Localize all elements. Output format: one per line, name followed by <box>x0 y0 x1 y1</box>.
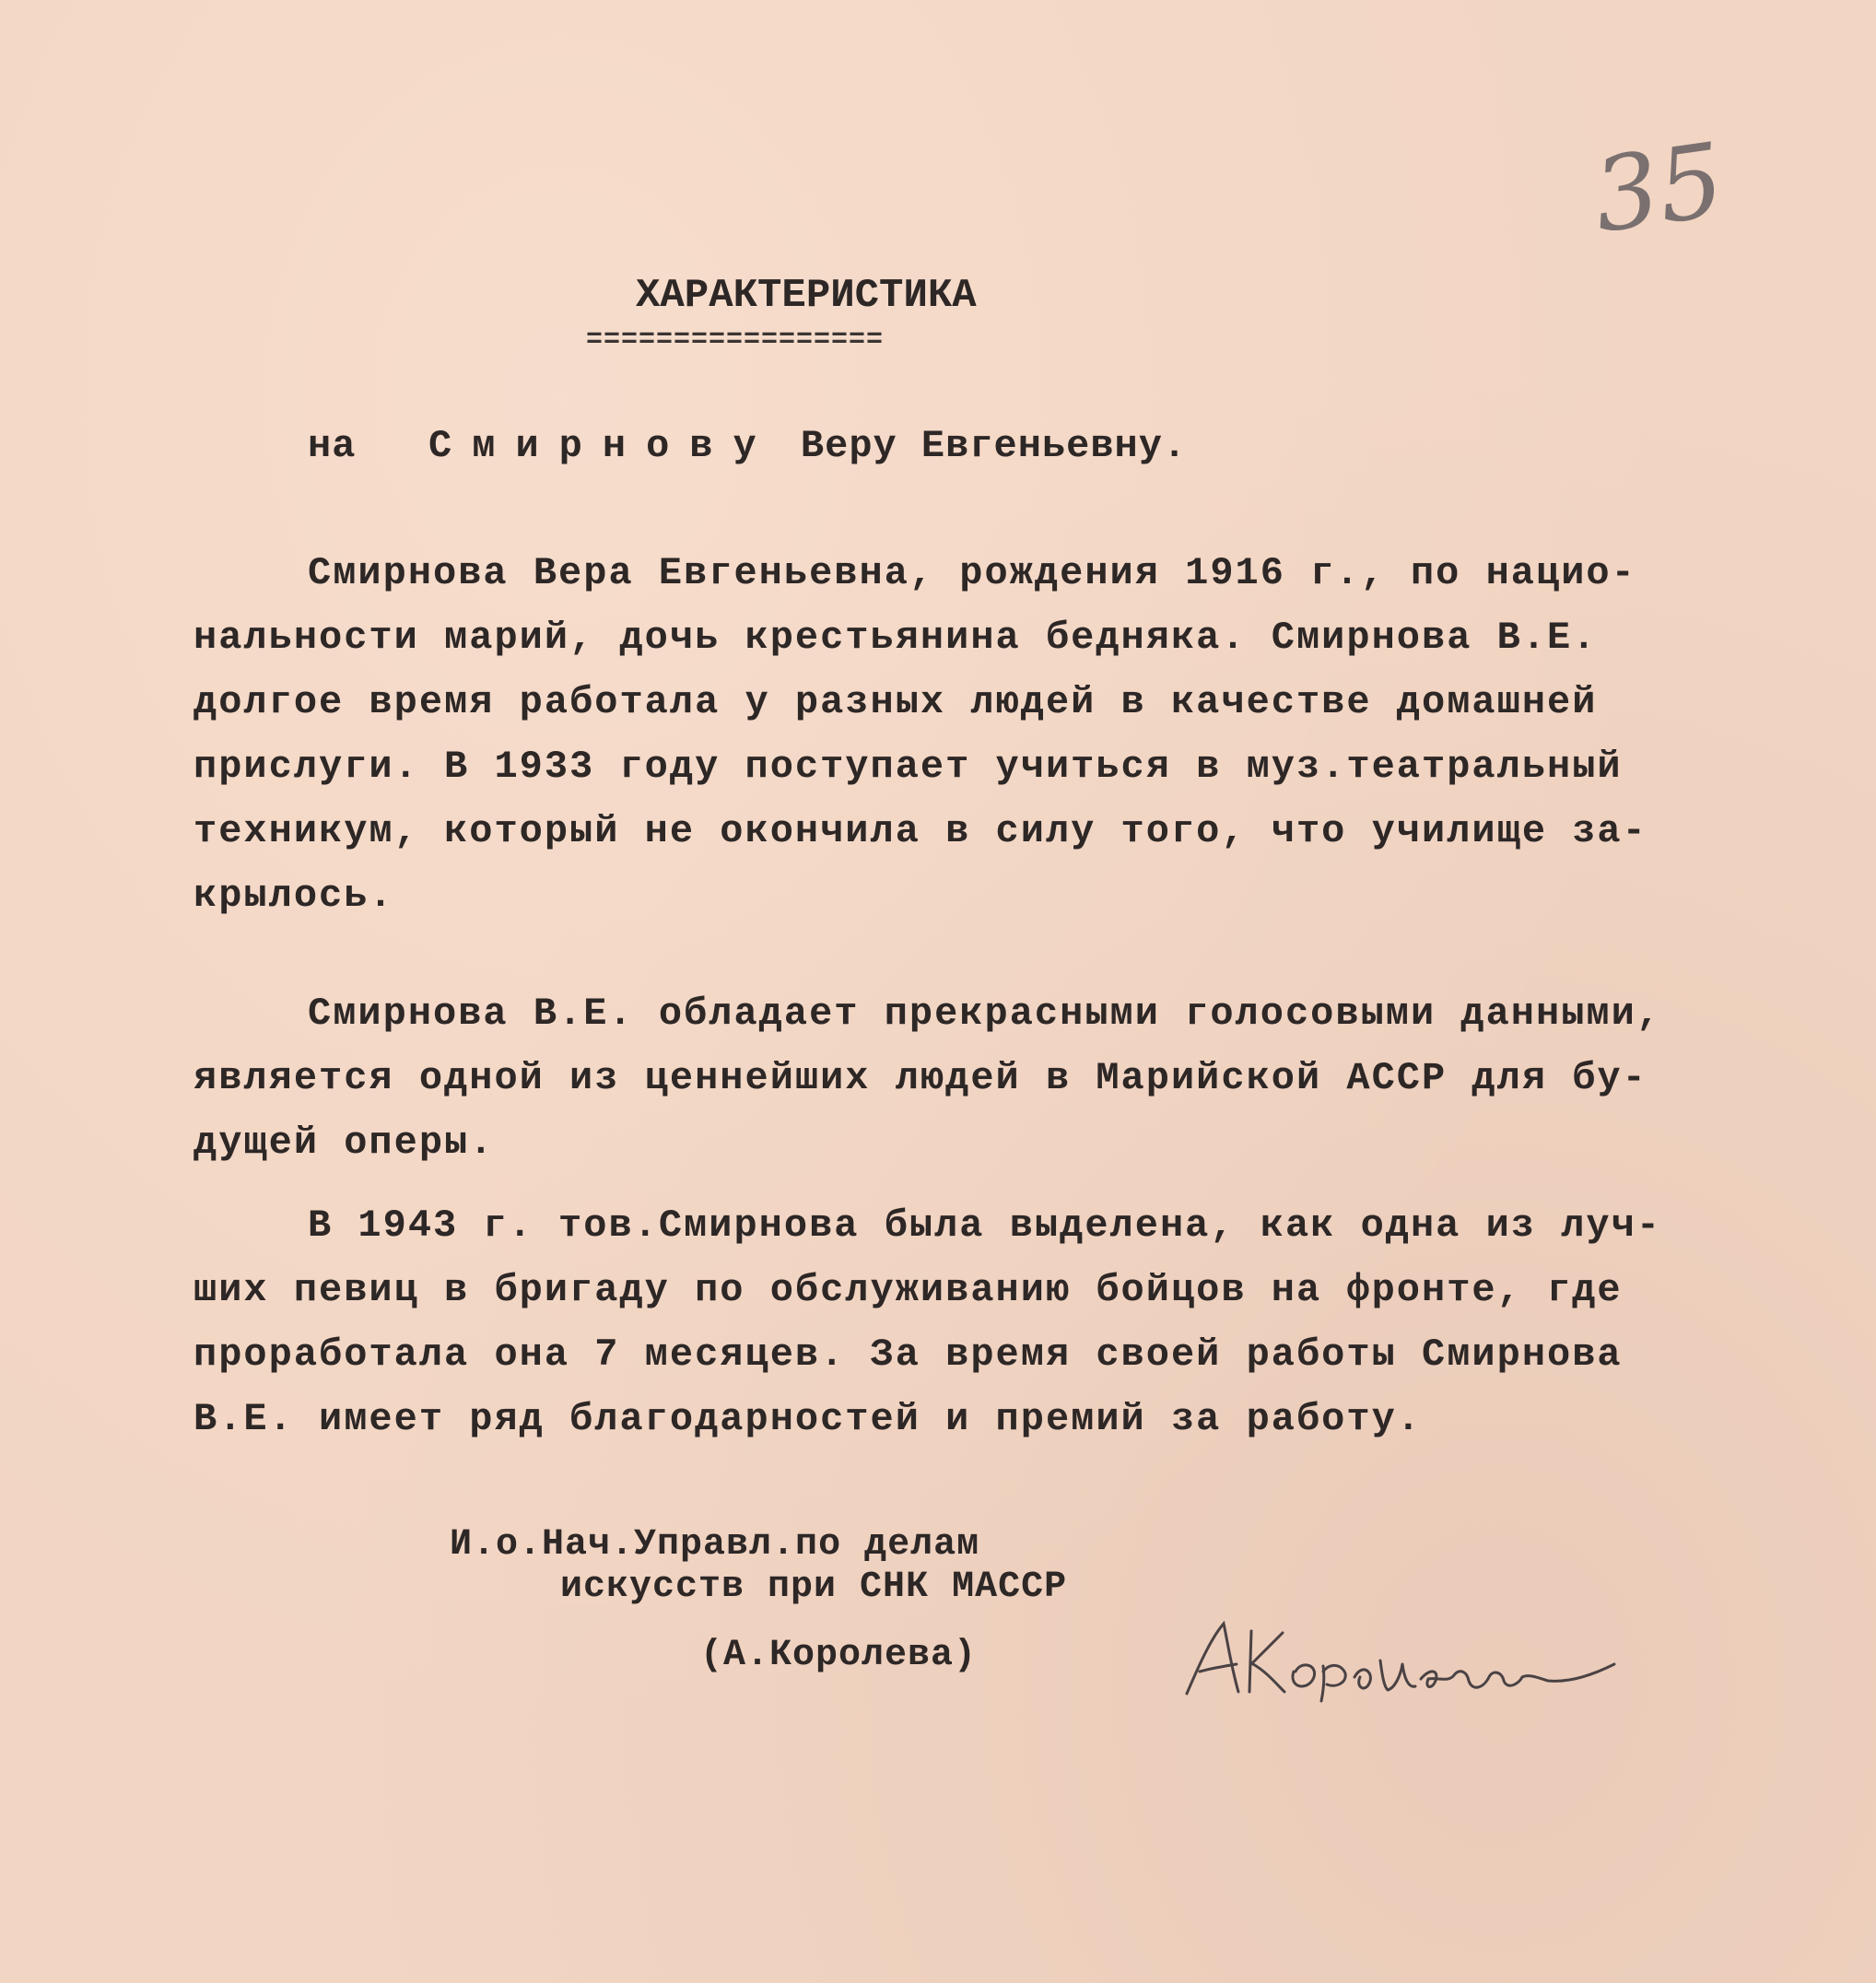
signature-name: (А.Королева) <box>700 1635 978 1676</box>
paragraph-1-line-3: долгое время работала у разных людей в качестве домашней <box>193 680 1598 724</box>
paragraph-3-line-3: проработала она 7 месяцев. За время своей работы Смирнова <box>193 1332 1623 1377</box>
title-underline: ================= <box>586 324 885 356</box>
paragraph-3-line-4: В.Е. имеет ряд благодарностей и премий за работу. <box>193 1397 1423 1441</box>
document-title: ХАРАКТЕРИСТИКА <box>636 273 977 319</box>
subject-prefix: на <box>308 424 357 468</box>
subject-line <box>308 424 1187 468</box>
handwritten-page-number: 35 <box>1586 120 1731 256</box>
paragraph-1-line-6: крылось. <box>193 874 394 918</box>
paragraph-2-line-2: является одной из ценнейших людей в Марийской АССР для бу- <box>193 1056 1647 1100</box>
paragraph-1-line-5: техникум, который не окончила в силу того, что училище за- <box>193 809 1647 853</box>
handwritten-signature <box>1179 1603 1622 1723</box>
paragraph-2-line-1: Смирнова В.Е. обладает прекрасными голосовыми данными, <box>308 992 1662 1036</box>
paragraph-2-line-3: дущей оперы. <box>193 1121 495 1165</box>
paragraph-3-line-1: В 1943 г. тов.Смирнова была выделена, как одна из луч- <box>308 1203 1662 1248</box>
subject-name: Веру Евгеньевну. <box>800 424 1188 468</box>
signature-position-line-1: И.о.Нач.Управл.по делам <box>450 1524 980 1566</box>
paragraph-3-line-2: ших певиц в бригаду по обслуживанию бойцов на фронте, где <box>193 1268 1623 1312</box>
signature-position-line-2: искусств при СНК МАССР <box>560 1566 1068 1608</box>
paragraph-1-line-2: нальности марий, дочь крестьянина бедняка. Смирнова В.Е. <box>193 616 1598 660</box>
paragraph-1-line-4: прислуги. В 1933 году поступает учиться в муз.театральный <box>193 745 1623 789</box>
subject-surname: Смирнову <box>428 424 777 468</box>
paragraph-1-line-1: Смирнова Вера Евгеньевна, рождения 1916 г., по нацио- <box>308 551 1636 595</box>
